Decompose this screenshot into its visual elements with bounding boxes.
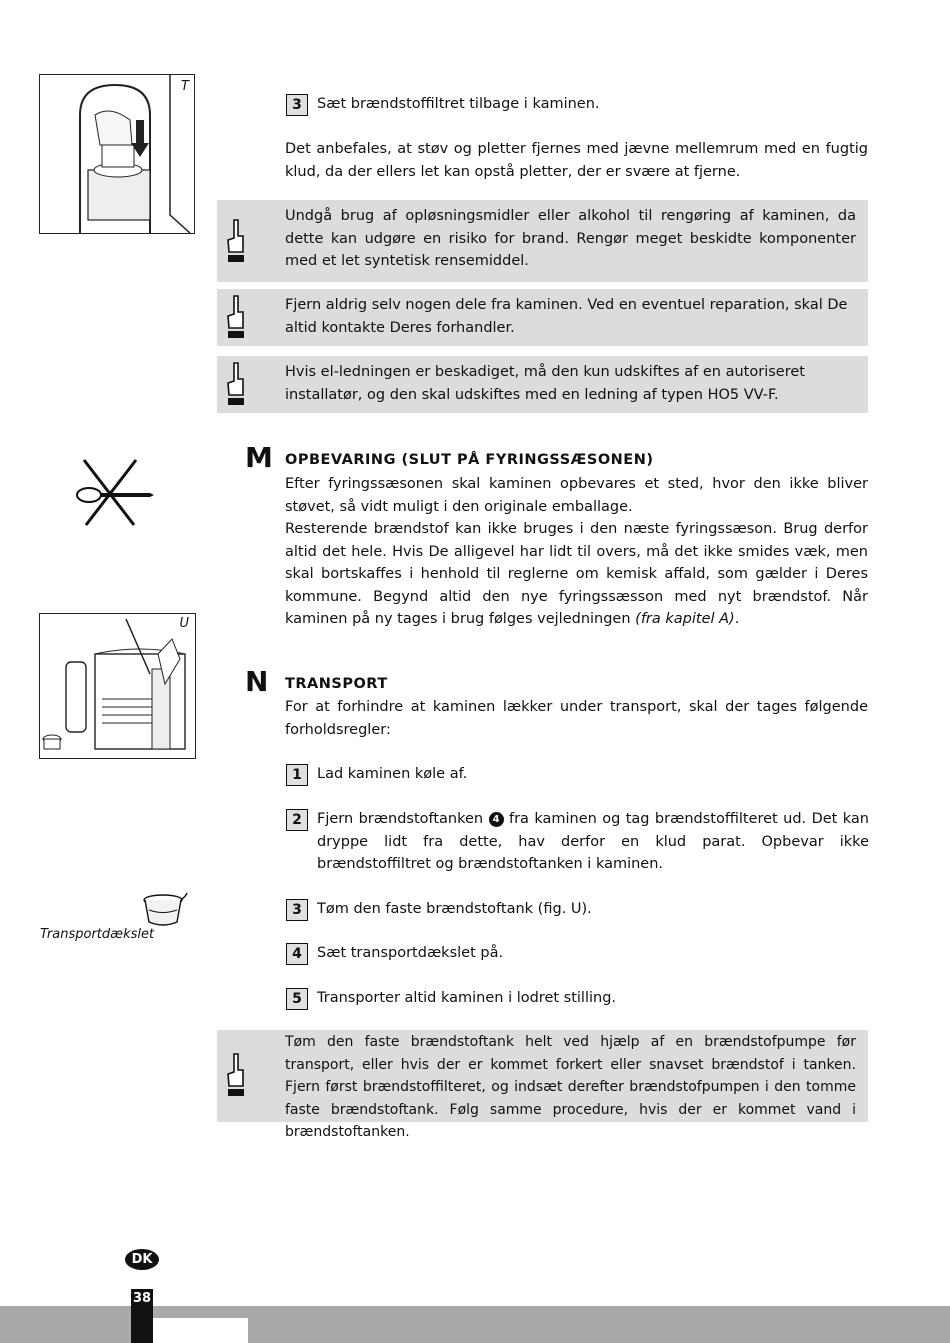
step-1-text: Lad kaminen køle af.	[317, 766, 468, 782]
part-number-badge: 4	[489, 812, 504, 827]
section-m-heading: OPBEVARING (SLUT PÅ FYRINGSSÆSONEN)	[285, 452, 654, 468]
figure-t	[39, 74, 195, 234]
chapter-reference: (fra kapitel A)	[635, 611, 735, 627]
step-5-text: Transporter altid kaminen i lodret stilling.	[317, 990, 617, 1006]
step-3-number: 3	[286, 94, 308, 116]
pointing-hand-icon	[225, 361, 247, 409]
step-2-text: Fjern brændstoftanken 4 fra kaminen og tag brændstoffilteret ud. Det kan dryppe lidt fra dette, hav derfor en klud parat. Opbevar ikke brændstoffiltret og brændstoftanken i kaminen.	[317, 811, 869, 872]
section-m-letter: M	[245, 441, 273, 474]
warning-box-2	[217, 289, 868, 346]
footer-white-block	[153, 1318, 248, 1343]
transport-cover-label: Transportdækslet	[40, 927, 155, 942]
section-m-body: Efter fyringssæsonen skal kaminen opbevares et sted, hvor den ikke bliver støvet, så vidt muligt i den originale emballage.	[285, 476, 868, 515]
warning-text-1: Undgå brug af opløsningsmidler eller alkohol til rengøring af kaminen, da dette kan udgøre en risiko for brand. Rengør meget beskidte komponenter med et let syntetisk rensemiddel.	[285, 208, 856, 269]
heater-pump-illustration	[40, 614, 195, 758]
warning-box-1	[217, 200, 868, 282]
figure-u	[39, 613, 196, 759]
section-m-body-2: Resterende brændstof kan ikke bruges i den næste fyringssæson. Brug derfor altid det hele. Hvis De alligevel har lidt til overs, må det ikke smides væk, men skal bortskaffes i henhold til reglerne om kemisk affald, som gælder i Deres kommune. Begynd altid den nye fyringssæsson med nyt brændstof. Når kaminen på ny tages i brug følges vejledningen (fra kapitel A).	[285, 521, 868, 627]
cleaning-paragraph: Det anbefales, at støv og pletter fjernes med jævne mellemrum med en fugtig klud, da der ellers let kan opstå pletter, der er svære at fjerne.	[285, 141, 868, 180]
language-badge: DK	[125, 1249, 159, 1270]
step-5-number: 5	[286, 988, 308, 1010]
warning-box-3	[217, 356, 868, 413]
fuel-filter-illustration	[40, 75, 194, 233]
no-screwdriver-icon	[72, 455, 158, 530]
step-3-text: Sæt brændstoffiltret tilbage i kaminen.	[317, 96, 600, 112]
section-n-letter: N	[245, 665, 269, 698]
warning-text-2: Fjern aldrig selv nogen dele fra kaminen. Ved en eventuel reparation, skal De altid kontakte Deres forhandler.	[285, 297, 848, 336]
warning-text-3: Hvis el-ledningen er beskadiget, må den kun udskiftes af en autoriseret installatør, og den skal udskiftes med en ledning af typen HO5 VV-F.	[285, 364, 805, 403]
step-4-text: Sæt transportdækslet på.	[317, 945, 504, 961]
step-3b-number: 3	[286, 899, 308, 921]
figure-t-label: T	[181, 79, 189, 94]
section-n-heading: TRANSPORT	[285, 676, 388, 692]
step-2-number: 2	[286, 809, 308, 831]
page-number: 38	[132, 1291, 152, 1306]
section-n-intro: For at forhindre at kaminen lækker under transport, skal der tages følgende forholdsregler:	[285, 699, 868, 738]
figure-u-label: U	[179, 616, 189, 631]
step-1-number: 1	[286, 764, 308, 786]
warning-text-4: Tøm den faste brændstoftank helt ved hjælp af en brændstofpumpe før transport, eller hvis der er kommet forkert eller snavset brændstof i tanken. Fjern først brændstoffilteret, og indsæt derefter brændstofpumpen i den tomme faste brændstoftank. Følg samme procedure, hvis der er kommet vand i brændstoftanken.	[285, 1034, 856, 1140]
warning-box-4	[217, 1030, 868, 1140]
step-4-number: 4	[286, 943, 308, 965]
pointing-hand-icon	[225, 218, 247, 266]
pointing-hand-icon	[225, 1052, 247, 1100]
step-3b-text: Tøm den faste brændstoftank (fig. U).	[317, 901, 592, 917]
transport-cover-icon	[140, 892, 190, 930]
pointing-hand-icon	[225, 294, 247, 342]
